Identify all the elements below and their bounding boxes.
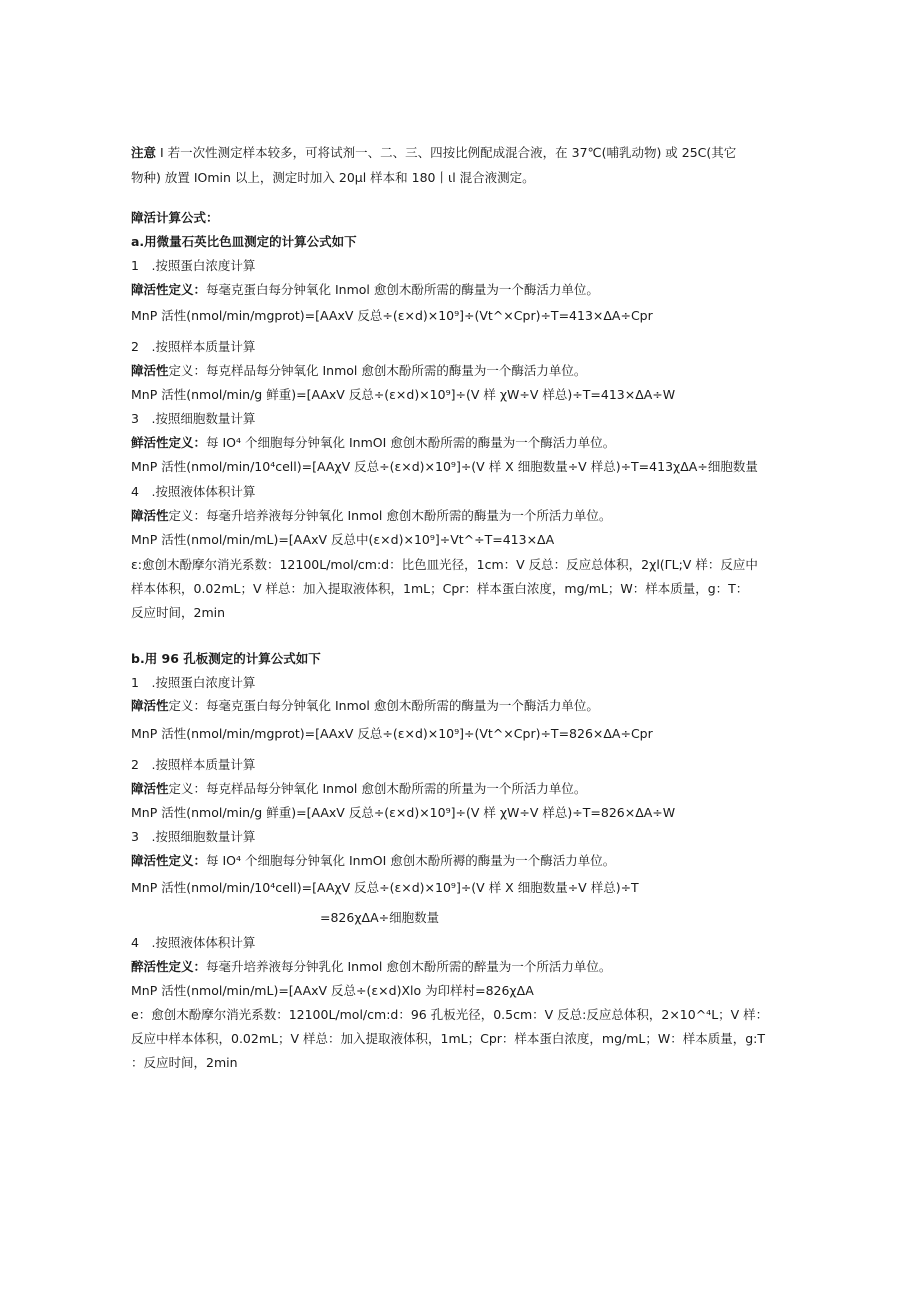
definition-label: 醉活性定义：: [131, 959, 207, 974]
section-b-item2-formula: MnP 活性(nmol/min/g 鲜重)=[AAxV 反总÷(ε×d)×10⁹]÷(V 样 χW÷V 样总)÷T=826×ΔA÷W: [131, 805, 676, 820]
definition-label: 障活性定义：: [131, 853, 207, 868]
section-b-item3-formula-line-1: MnP 活性(nmol/min/10⁴cell)=[AAχV 反总÷(ε×d)×10⁹]÷(V 样 X 细胞数量÷V 样总)÷T: [131, 880, 639, 895]
section-a-item4-title: 4 .按照液体体积计算: [131, 484, 256, 499]
section-a-legend-line-1: ε:愈创木酚摩尔消光系数：12100L/mol/cm:d：比色皿光径，1cm：V 反总：反应总体积，2χl(ΓL;V 样：反应中: [131, 557, 758, 572]
section-b-item4-formula: MnP 活性(nmol/min/mL)=[AAxV 反总÷(ε×d)Xlo 为印样村=826χΔA: [131, 983, 534, 998]
section-b-legend-line-2: 反应中样本体积，0.02mL；V 样总：加入提取液体积，1mL；Cpr：样本蛋白浓度，mg/mL；W：样本质量，g:T: [131, 1031, 765, 1046]
section-a-item2-title: 2 .按照样本质量计算: [131, 339, 256, 354]
section-a-item1-formula: MnP 活性(nmol/min/mgprot)=[AAxV 反总÷(ε×d)×10⁹]÷(Vt^×Cpr)÷T=413×ΔA÷Cpr: [131, 308, 653, 323]
definition-label: 障活性定义：: [131, 282, 207, 297]
note-line-2: 物种) 放置 IOmin 以上，测定时加入 20μl 样本和 180丨ιl 混合液测定。: [131, 170, 535, 185]
section-a-item1-definition: [131, 281, 791, 299]
section-b-item2-title: 2 .按照样本质量计算: [131, 757, 256, 772]
section-a-item3-definition: [131, 434, 791, 452]
section-b-legend-line-1: e：愈创木酚摩尔消光系数：12100L/mol/cm:d：96 孔板光径，0.5cm：V 反总:反应总体积，2×10^⁴L；V 样：: [131, 1007, 769, 1022]
section-a-item2-formula: MnP 活性(nmol/min/g 鲜重)=[AAxV 反总÷(ε×d)×10⁹]÷(V 样 χW÷V 样总)÷T=413×ΔA÷W: [131, 387, 676, 402]
section-b-item2-definition: [131, 780, 791, 798]
definition-text: 定义：每毫克蛋白每分钟氧化 Inmol 愈创木酚所需的酶量为一个酶活力单位。: [168, 698, 599, 713]
section-b-item1-title: 1 .按照蛋白浓度计算: [131, 675, 256, 690]
definition-label: 鲜活性定义：: [131, 435, 207, 450]
calc-title: 障活计算公式：: [131, 210, 219, 225]
definition-text: 每 IO⁴ 个细胞每分钟氧化 InmOI 愈创木酚所褥的酶量为一个酶活力单位。: [206, 853, 616, 868]
section-a-legend-line-3: 反应时间，2min: [131, 605, 226, 620]
section-b-legend-line-3: ：反应时间，2min: [131, 1055, 238, 1070]
section-a-legend-line-2: 样本体积，0.02mL；V 样总：加入提取液体积，1mL；Cpr：样本蛋白浓度，mg/mL；W：样本质量，g：T：: [131, 581, 749, 596]
section-a-item1-title: 1 .按照蛋白浓度计算: [131, 258, 256, 273]
section-a-item3-formula: MnP 活性(nmol/min/10⁴cell)=[AAχV 反总÷(ε×d)×10⁹]÷(V 样 X 细胞数量÷V 样总)÷T=413χΔA÷细胞数量: [131, 459, 758, 474]
section-b-item4-definition: [131, 958, 791, 976]
section-b-item3-definition: [131, 852, 791, 870]
section-a-item3-title: 3 .按照细胞数量计算: [131, 411, 256, 426]
section-a-item4-definition: [131, 507, 791, 525]
definition-text: 每毫克蛋白每分钟氧化 Inmol 愈创木酚所需的酶量为一个酶活力单位。: [206, 282, 599, 297]
note-label: 注意: [131, 145, 157, 160]
definition-text: 每 IO⁴ 个细胞每分钟氧化 InmOI 愈创木酚所需的酶量为一个酶活力单位。: [206, 435, 616, 450]
definition-text: 每毫升培养液每分钟乳化 Inmol 愈创木酚所需的醉量为一个所活力单位。: [206, 959, 612, 974]
definition-label: 障活性: [131, 508, 169, 523]
section-a-item2-definition: [131, 362, 791, 380]
definition-text: 定义：每克样品每分钟氧化 Inmol 愈创木酚所需的酶量为一个酶活力单位。: [168, 363, 587, 378]
section-b-item1-definition: [131, 697, 791, 715]
definition-label: 障活性: [131, 363, 169, 378]
section-b-item3-title: 3 .按照细胞数量计算: [131, 829, 256, 844]
definition-label: 障活性: [131, 698, 169, 713]
definition-text: 定义：每克样品每分钟氧化 Inmol 愈创木酚所需的所量为一个所活力单位。: [168, 781, 587, 796]
definition-label: 障活性: [131, 781, 169, 796]
section-a-item4-formula: MnP 活性(nmol/min/mL)=[AAxV 反总中(ε×d)×10⁹]÷Vt^÷T=413×ΔA: [131, 532, 555, 547]
section-b-item1-formula: MnP 活性(nmol/min/mgprot)=[AAxV 反总÷(ε×d)×10⁹]÷(Vt^×Cpr)÷T=826×ΔA÷Cpr: [131, 726, 653, 741]
note-text-1: I 若一次性测定样本较多，可将试剂一、二、三、四按比例配成混合液，在 37℃(哺乳动物) 或 25C(其它: [160, 145, 737, 160]
section-b-item3-formula-line-2: =826χΔA÷细胞数量: [320, 910, 440, 925]
section-a-heading: a.用微量石英比色皿测定的计算公式如下: [131, 234, 357, 249]
note-line-1: [131, 144, 791, 162]
section-b-heading: b.用 96 孔板测定的计算公式如下: [131, 651, 321, 666]
definition-text: 定义：每毫升培养液每分钟氧化 Inmol 愈创木酚所需的酶量为一个所活力单位。: [168, 508, 612, 523]
section-b-item4-title: 4 .按照液体体积计算: [131, 935, 256, 950]
